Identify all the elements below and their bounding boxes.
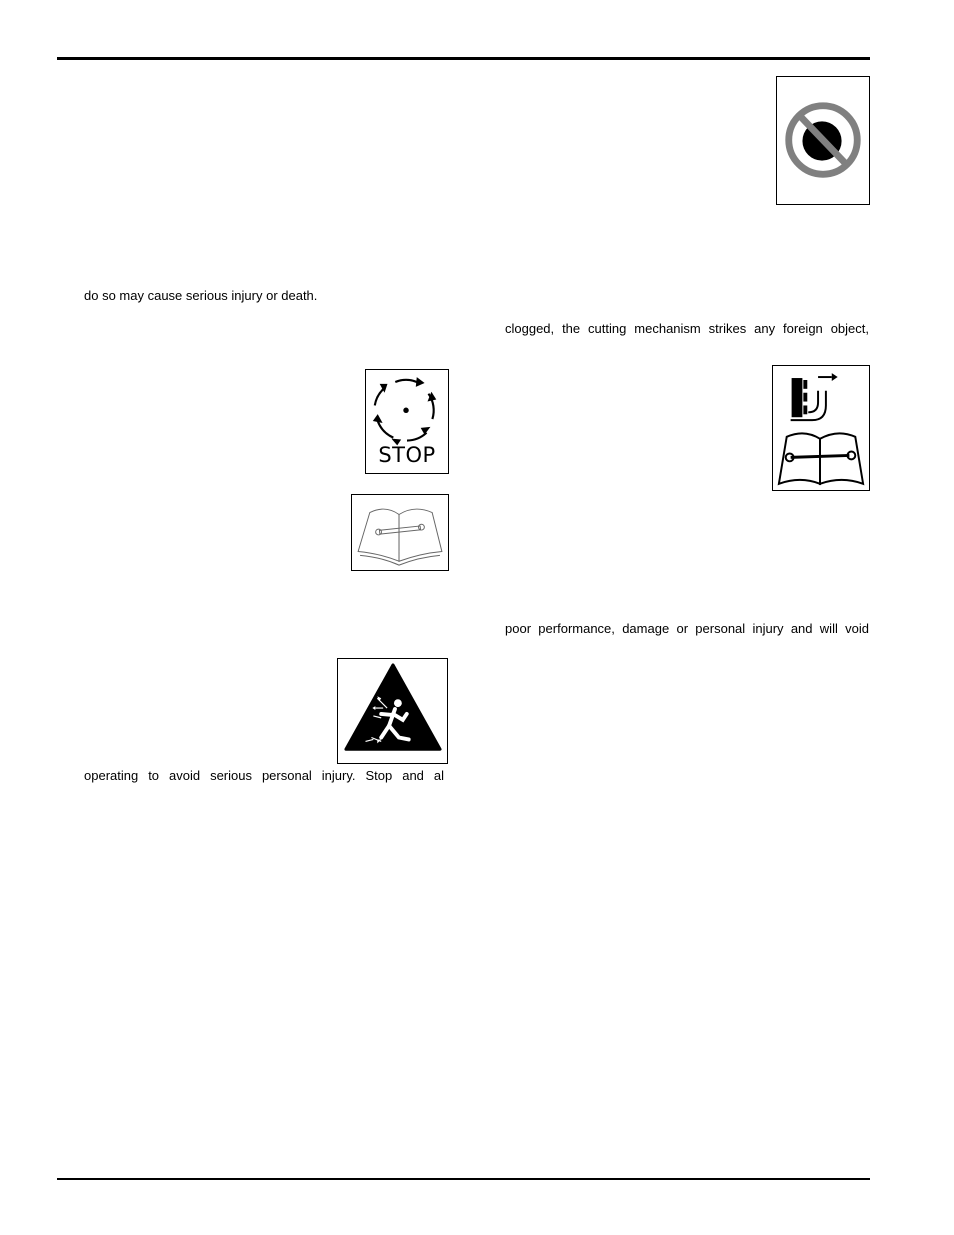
prohibition-icon xyxy=(776,76,870,205)
manual-book-graphic xyxy=(352,495,448,570)
text-serious-injury: do so may cause serious injury or death. xyxy=(84,288,318,303)
disconnect-manual-graphic xyxy=(773,366,869,490)
bottom-rule xyxy=(57,1178,870,1180)
text-operating: operating to avoid serious personal injury. Stop and al xyxy=(84,768,444,783)
rotation-stop-icon xyxy=(365,369,449,474)
text-clogged: clogged, the cutting mechanism strikes any foreign object, xyxy=(505,321,869,336)
disconnect-manual-icon xyxy=(772,365,870,491)
prohibition-graphic xyxy=(777,77,869,204)
manual-book-icon xyxy=(351,494,449,571)
top-rule xyxy=(57,57,870,60)
entanglement-warning-icon xyxy=(337,658,448,764)
stop-label: STOP xyxy=(378,443,436,467)
text-performance: poor performance, damage or personal injury and will void xyxy=(505,621,869,636)
entanglement-warning-graphic xyxy=(338,659,447,763)
